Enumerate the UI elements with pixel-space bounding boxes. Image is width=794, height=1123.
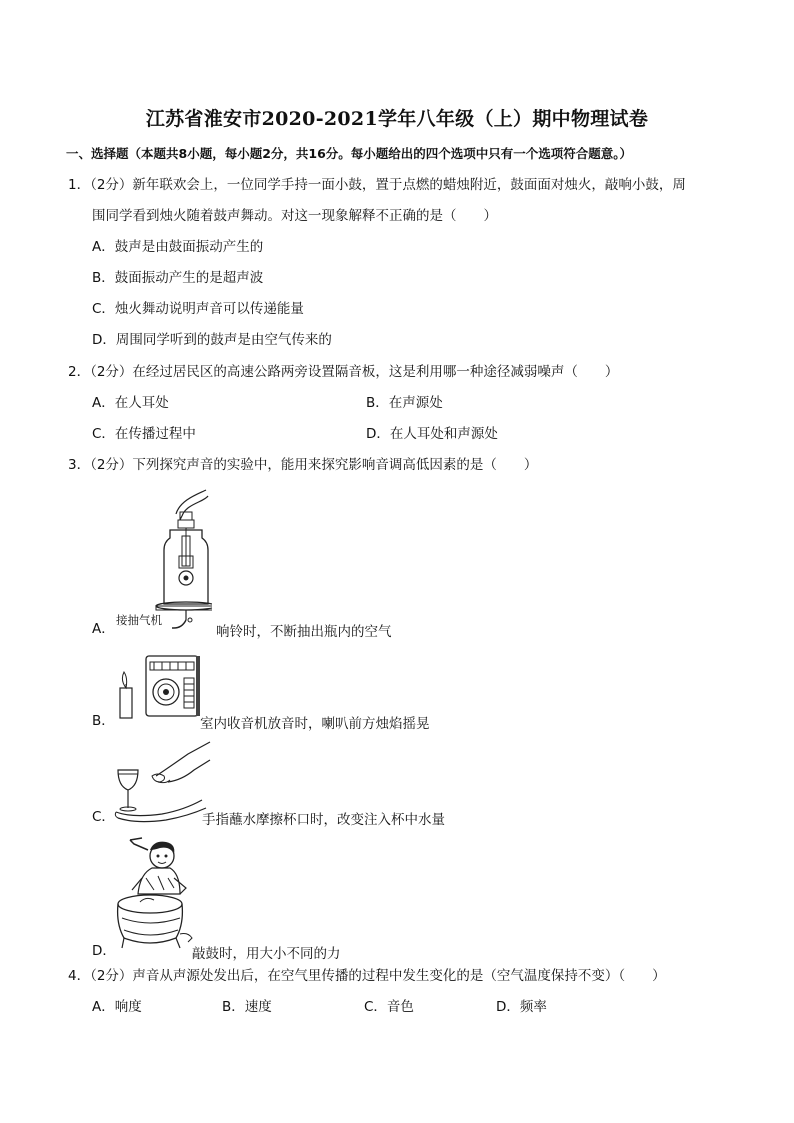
q1-option-d: D．周围同学听到的鼓声是由空气传来的 [92,332,332,348]
q2-option-a: A．在人耳处 [92,395,169,411]
q3-option-d-prefix: D． [92,943,116,959]
q4-option-a: A．响度 [92,999,142,1015]
q1-stem-line2: 围同学看到烛火随着鼓声舞动。对这一现象解释不正确的是（ ） [92,208,497,224]
drummer-figure [110,834,200,954]
q3-option-d-text: 敲鼓时，用大小不同的力 [192,946,341,962]
q3-option-c-prefix: C． [92,809,115,825]
section-heading: 一、选择题（本题共8小题，每小题2分，共16分。每小题给出的四个选项中只有一个选项符合题意。） [66,146,633,161]
q3-option-a-text: 响铃时，不断抽出瓶内的空气 [216,624,392,640]
q4-option-b: B．速度 [222,999,272,1015]
wine-glass-figure [112,740,212,828]
q2-option-b: B．在声源处 [366,395,443,411]
q4-option-d: D．频率 [496,999,547,1015]
exam-title: 江苏省淮安市2020-2021学年八年级（上）期中物理试卷 [145,108,649,130]
q3-option-b-text: 室内收音机放音时，喇叭前方烛焰摇晃 [200,716,430,732]
radio-candle-figure [110,648,202,724]
q1-option-b: B．鼓面振动产生的是超声波 [92,270,264,286]
q4-option-c: C．音色 [364,999,414,1015]
q2-option-c: C．在传播过程中 [92,426,196,442]
q3-option-a-prefix: A． [92,621,115,637]
q3-option-b-prefix: B． [92,713,115,729]
q1-stem-line1: 1．（2分）新年联欢会上，一位同学手持一面小鼓，置于点燃的蜡烛附近，鼓面面对烛火，敲响小鼓，周 [68,177,686,193]
q3-option-c-text: 手指蘸水摩擦杯口时，改变注入杯中水量 [202,812,445,828]
q3-stem: 3．（2分）下列探究声音的实验中，能用来探究影响音调高低因素的是（ ） [68,457,538,473]
pump-label: 接抽气机 [116,613,162,627]
q2-option-d: D．在人耳处和声源处 [366,426,498,442]
q2-stem: 2．（2分）在经过居民区的高速公路两旁设置隔音板，这是利用哪一种途径减弱噪声（ ） [68,364,619,380]
q4-stem: 4．（2分）声音从声源处发出后，在空气里传播的过程中发生变化的是（空气温度保持不变）（ ） [68,968,666,984]
q1-option-c: C．烛火舞动说明声音可以传递能量 [92,301,304,317]
q1-option-a: A．鼓声是由鼓面振动产生的 [92,239,264,255]
